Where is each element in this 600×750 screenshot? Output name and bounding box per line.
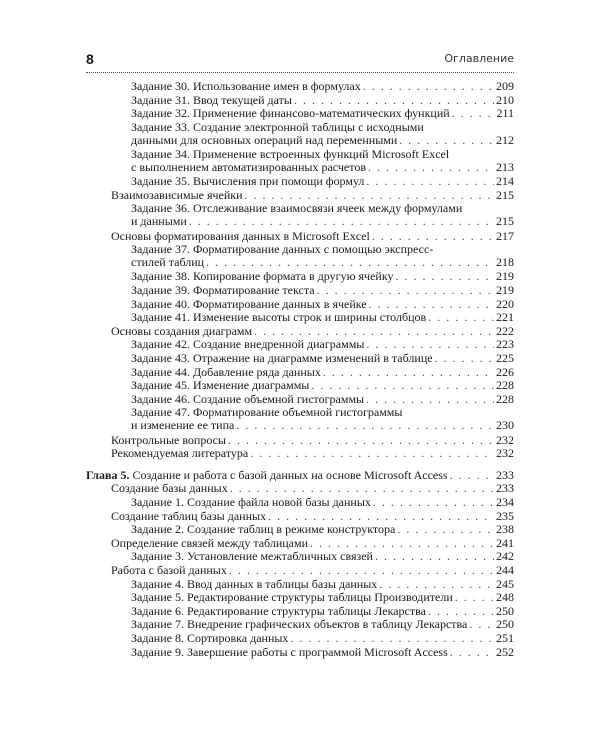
toc-entry-title: Задание 45. Изменение диаграммы [131, 378, 310, 393]
toc-entry-text [131, 175, 364, 188]
toc-task [131, 270, 514, 283]
toc-entry-title: Основы форматирования данных в Microsoft Excel [111, 228, 370, 243]
toc-page-number: 217 [496, 228, 514, 243]
dot-leader [375, 550, 494, 563]
dot-leader [450, 646, 494, 659]
toc-entry-text [131, 550, 373, 563]
toc-entry-text [111, 564, 227, 577]
toc-task [131, 496, 514, 509]
header-divider [86, 72, 514, 73]
toc-entry-text [111, 230, 370, 243]
toc-entry-title: Задание 33. Создание электронной таблицы с исходными [131, 119, 424, 134]
toc-task [131, 284, 514, 297]
toc-task [131, 605, 514, 618]
toc-task [131, 94, 514, 107]
toc-page-number: 212 [496, 132, 514, 147]
toc-entry-title: Задание 46. Создание объемной гистограммы [131, 391, 365, 406]
toc-section [111, 482, 514, 495]
dot-leader [189, 215, 494, 228]
dot-leader [311, 379, 494, 392]
toc-page-number: 221 [496, 310, 514, 325]
toc-task [131, 107, 514, 120]
dot-leader [254, 325, 494, 338]
page-header [86, 50, 514, 72]
toc-entry-title: Определение связей между таблицами [111, 535, 309, 550]
dot-leader [245, 189, 494, 202]
toc-page-number: 213 [496, 160, 514, 174]
toc-entry-text [131, 646, 448, 659]
dot-leader [399, 134, 494, 147]
toc-page-number: 241 [496, 535, 514, 550]
toc-page-number: 232 [496, 446, 514, 461]
dot-leader [290, 632, 494, 645]
toc-page-number: 214 [496, 174, 514, 189]
toc-page-number: 245 [496, 576, 514, 591]
toc-entry-title: и изменение ее типа [131, 418, 235, 433]
toc-entry-title: Взаимозависимые ячейки [111, 187, 243, 202]
toc-task [131, 80, 514, 93]
toc-task [131, 366, 514, 379]
toc-entry-text [131, 632, 288, 645]
toc-task [131, 148, 514, 174]
toc-page-number: 209 [496, 79, 514, 93]
toc-entry-title: Задание 35. Вычисления при помощи формул [131, 174, 365, 189]
toc-entry-title: Создание и работа с базой данных на основе Microsoft Access [132, 467, 448, 482]
toc-page-number: 232 [496, 432, 514, 447]
toc-entry-text [131, 338, 364, 351]
toc-entry-title: Задание 5. Редактирование структуры таблицы Производители [131, 590, 453, 605]
dot-leader [469, 618, 494, 631]
toc-entry-title: Задание 8. Сортировка данных [131, 631, 289, 645]
toc-page-number: 251 [496, 631, 514, 645]
toc-entry-text [131, 618, 467, 631]
dot-leader [363, 80, 494, 93]
toc-page-number: 225 [496, 351, 514, 365]
dot-leader [372, 230, 494, 243]
toc-entry-title: Задание 1. Создание файла новой базы данных [131, 495, 371, 509]
toc-page-number: 252 [496, 644, 514, 659]
toc-entry-title: Задание 3. Установление межтабличных связей [131, 549, 373, 564]
toc-page-number: 215 [496, 187, 514, 202]
dot-leader [435, 352, 494, 365]
toc-entry-title: Задание 34. Применение встроенных функций Microsoft Excel [131, 147, 450, 161]
dot-leader [428, 605, 494, 618]
toc-task [131, 646, 514, 659]
toc-section [111, 510, 514, 523]
dot-leader [396, 270, 495, 283]
toc-task [131, 550, 514, 563]
toc-section [111, 230, 514, 243]
toc-task [131, 311, 514, 324]
dot-leader [428, 311, 494, 324]
toc-entry-title: Контрольные вопросы [111, 432, 227, 447]
toc-entry-text [131, 161, 366, 174]
toc-entry-text [111, 189, 243, 202]
dot-leader [236, 419, 494, 432]
toc-entry-title: Задание 40. Форматирование данных в ячейке [131, 296, 367, 311]
dot-leader [379, 578, 494, 591]
toc-entry-title: Задание 37. Форматирование данных с помощью экспресс- [131, 242, 434, 257]
toc-section [111, 189, 514, 202]
toc-entry-text [131, 352, 433, 365]
dot-leader [450, 469, 494, 482]
dot-leader [323, 366, 494, 379]
dot-leader [366, 338, 494, 351]
toc-entry-text [111, 325, 252, 338]
toc-entry-text [111, 482, 228, 495]
toc-section [111, 325, 514, 338]
toc-section [111, 537, 514, 550]
toc-page-number: 235 [496, 508, 514, 523]
toc-entry-title: Задание 4. Ввод данных в таблицы базы данных [131, 576, 378, 591]
toc-section [111, 564, 514, 577]
dot-leader [206, 256, 494, 269]
toc-entry-text [131, 578, 377, 591]
toc-entry-title: Основы создания диаграмм [111, 323, 253, 338]
toc-task [131, 393, 514, 406]
toc-entry-text [131, 419, 234, 432]
toc-task [131, 175, 514, 188]
toc-task [131, 298, 514, 311]
toc-chapter [86, 469, 514, 482]
toc-entry-title: Задание 9. Завершение работы с программой Microsoft Access [131, 644, 448, 659]
toc-entry-text [111, 434, 226, 447]
toc-entry-title: Задание 41. Изменение высоты строк и ширины столбцов [131, 310, 427, 325]
toc-entry-text [131, 284, 315, 297]
toc-section [111, 434, 514, 447]
toc-page-number: 230 [496, 418, 514, 433]
toc-entry-title: и данными [131, 214, 187, 229]
toc-entry-title: Задание 39. Форматирование текста [131, 283, 315, 297]
toc-entry-title: Задание 6. Редактирование структуры таблицы Лекарства [131, 603, 426, 618]
toc-page-number: 250 [496, 617, 514, 632]
toc-entry-title: Задание 43. Отражение на диаграмме изменений в таблице [131, 351, 433, 365]
toc-task [131, 121, 514, 147]
toc-entry-text [111, 447, 248, 460]
toc-entry-title: Работа с базой данных [111, 563, 227, 577]
toc-entry-title: стилей таблиц [131, 255, 205, 270]
toc-task [131, 352, 514, 365]
toc-page-number: 242 [496, 549, 514, 564]
toc-entry-title: Задание 44. Добавление ряда данных [131, 364, 321, 379]
toc-task [131, 338, 514, 351]
toc-task [131, 202, 514, 228]
toc-entry-text [131, 496, 371, 509]
toc-task [131, 578, 514, 591]
dot-leader [455, 591, 494, 604]
toc-page-number: 233 [496, 467, 514, 482]
toc-page-number: 222 [496, 323, 514, 338]
toc-task [131, 591, 514, 604]
toc-page-number: 223 [496, 337, 514, 352]
dot-leader [317, 284, 494, 297]
toc-page-number: 226 [496, 364, 514, 379]
toc-page-number: 248 [496, 590, 514, 605]
toc-entry-title: Задание 42. Создание внедренной диаграммы [131, 337, 365, 352]
dot-leader [294, 94, 494, 107]
toc-entry-text [131, 134, 397, 147]
toc-page-number: 234 [496, 495, 514, 509]
toc-page-number: 238 [496, 522, 514, 537]
dot-leader [228, 434, 494, 447]
toc-page-number: 233 [496, 481, 514, 496]
toc-entry-text [131, 94, 292, 107]
toc-page-number: 211 [496, 106, 514, 121]
toc-entry-title: Создание таблиц базы данных [111, 508, 267, 523]
dot-leader [397, 523, 494, 536]
toc-entry-text [131, 523, 395, 536]
toc-entry-text [131, 215, 187, 228]
dot-leader [268, 510, 494, 523]
toc-entry-title: Задание 32. Применение финансово-математических функций [131, 106, 450, 121]
dot-leader [452, 107, 495, 120]
toc-entry-title: Задание 36. Отслеживание взаимосвязи ячеек между формулами [131, 201, 463, 216]
toc-entry-title: Задание 30. Использование имен в формулах [131, 79, 361, 93]
toc-entry-title: Задание 2. Создание таблиц в режиме конструктора [131, 522, 396, 537]
dot-leader [250, 447, 494, 460]
toc-entry-title: Создание базы данных [111, 481, 228, 496]
toc-entry-title: Задание 7. Внедрение графических объектов в таблицу Лекарства [131, 617, 468, 632]
toc-entry-text [131, 270, 394, 283]
toc-entry-text [131, 311, 426, 324]
running-head: Оглавление [444, 52, 514, 65]
toc-entry-title: Задание 47. Форматирование объемной гистограммы [131, 405, 403, 420]
toc-page-number: 215 [496, 214, 514, 229]
toc-page-number: 220 [496, 296, 514, 311]
dot-leader [229, 564, 494, 577]
toc-entry-text [131, 107, 450, 120]
dot-leader [369, 298, 494, 311]
toc-page-number: 228 [496, 391, 514, 406]
dot-leader [366, 175, 494, 188]
toc-entry-text [131, 298, 367, 311]
toc-entry-text [86, 469, 448, 482]
toc-task [131, 632, 514, 645]
dot-leader [230, 482, 494, 495]
toc-entry-title: Рекомендуемая литература [111, 446, 249, 461]
toc-entry-title: Задание 38. Копирование формата в другую ячейку [131, 269, 394, 284]
toc-page-number: 219 [496, 283, 514, 297]
dot-leader [373, 496, 494, 509]
dot-leader [368, 161, 494, 174]
toc-page-number: 210 [496, 92, 514, 107]
toc-task [131, 523, 514, 536]
toc-entry-title: с выполнением автоматизированных расчетов [131, 160, 366, 174]
chapter-label: Глава 5. [86, 467, 130, 482]
toc-page-number: 228 [496, 378, 514, 393]
toc-entry-text [131, 591, 453, 604]
toc-task [131, 618, 514, 631]
toc-entry-title: Задание 31. Ввод текущей даты [131, 92, 292, 107]
toc-entry-text [131, 605, 426, 618]
toc-entry-text [131, 256, 204, 269]
page-number: 8 [86, 51, 94, 67]
toc-entry-text [111, 510, 266, 523]
toc-task [131, 406, 514, 432]
toc-entry-text [131, 366, 321, 379]
toc-page-number: 244 [496, 563, 514, 577]
toc-section [111, 447, 514, 460]
toc-entry-text [131, 80, 361, 93]
toc-page-number: 219 [496, 269, 514, 284]
toc-entry-text [131, 393, 364, 406]
toc-entry-text [131, 379, 309, 392]
toc-entry-title: данными для основных операций над переменными [131, 132, 398, 147]
toc-task [131, 243, 514, 269]
toc-page-number: 250 [496, 603, 514, 618]
dot-leader [310, 537, 494, 550]
toc-page-number: 218 [496, 255, 514, 270]
toc-task [131, 379, 514, 392]
toc-entry-text [111, 537, 308, 550]
dot-leader [366, 393, 494, 406]
